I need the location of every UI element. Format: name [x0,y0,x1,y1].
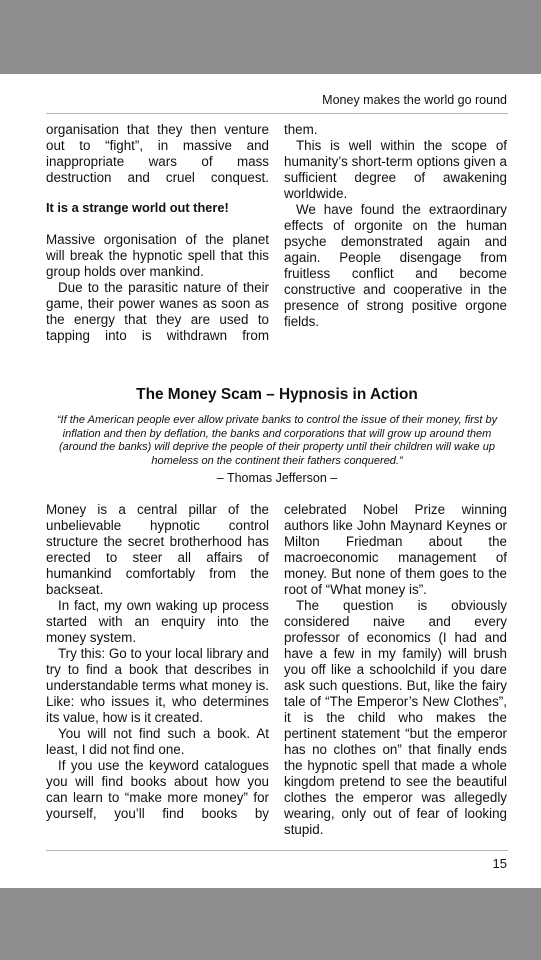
paragraph: We have found the extraordinary effects of orgonite on the human psyche demonstrated again and again. People disengage from fruitless conflict and become constructive and cooperative in the presence of strong positive orgone fields. [284,202,507,329]
paragraph: In fact, my own waking up process started with an enquiry into the money system. [46,598,269,645]
top-left-column [46,122,269,344]
top-right-column [284,122,507,330]
header-rule [46,113,508,114]
quote-attribution: – Thomas Jefferson – [216,471,338,485]
book-page [0,74,541,888]
page-number: 15 [492,856,507,871]
paragraph: You will not find such a book. At least, I did not find one. [46,726,269,757]
paragraph: Due to the parasitic nature of their game, their power wanes as soon as the energy that they are used to tapping into is withdrawn from [46,280,269,343]
paragraph: organisation that they then venture out to “fight”, in massive and inappropriate wars of mass destruction and cruel conquest. [46,122,269,185]
paragraph: Massive orgonisation of the planet will break the hypnotic spell that this group holds over mankind. [46,232,269,279]
paragraph: celebrated Nobel Prize winning authors like John Maynard Keynes or Milton Friedman about the macroeconomic management of money. But none of them goes to the root of “What money is”. [284,502,507,597]
section-title: The Money Scam – Hypnosis in Action [136,386,418,403]
footer-rule [46,850,508,851]
paragraph: Try this: Go to your local library and try to find a book that describes in understandable terms what money is. Like: who issues it, who determines its value, how is it created. [46,646,269,725]
viewer-bottom-bar [0,888,541,960]
bottom-left-column [46,502,269,822]
paragraph: This is well within the scope of humanity’s short-term options given a sufficient degree of awakening worldwide. [284,138,507,201]
viewer-top-bar [0,0,541,74]
subheading: It is a strange world out there! [46,200,229,215]
paragraph: If you use the keyword catalogues you will find books about how you can learn to “make more money” for yourself, you’ll find books by [46,758,269,821]
epigraph-quote: “If the American people ever allow private banks to control the issue of their money, first by inflation and then by deflation, the banks and corporations that will grow up around them (around the banks) will deprive the people of their property until their children will wake up homeless on the continent their fathers conquered.” [56,414,498,468]
paragraph: Money is a central pillar of the unbelievable hypnotic control structure the secret brotherhood has erected to steer all affairs of humankind comfortably from the backseat. [46,502,269,597]
bottom-right-column [284,502,507,838]
paragraph: them. [284,122,318,137]
running-header: Money makes the world go round [322,93,507,107]
paragraph: The question is obviously considered naive and every professor of economics (I had and have a few in my family) will brush you off like a schoolchild if you dare ask such questions. But, like the fairy tale of “The Emperor’s New Clothes”, it is the child who makes the pertinent statement “but the emperor has no clothes on” that finally ends the hypnotic spell that made a whole kingdom pretend to see the beautiful clothes the emperor was allegedly wearing, only out of fear of looking stupid. [284,598,507,837]
